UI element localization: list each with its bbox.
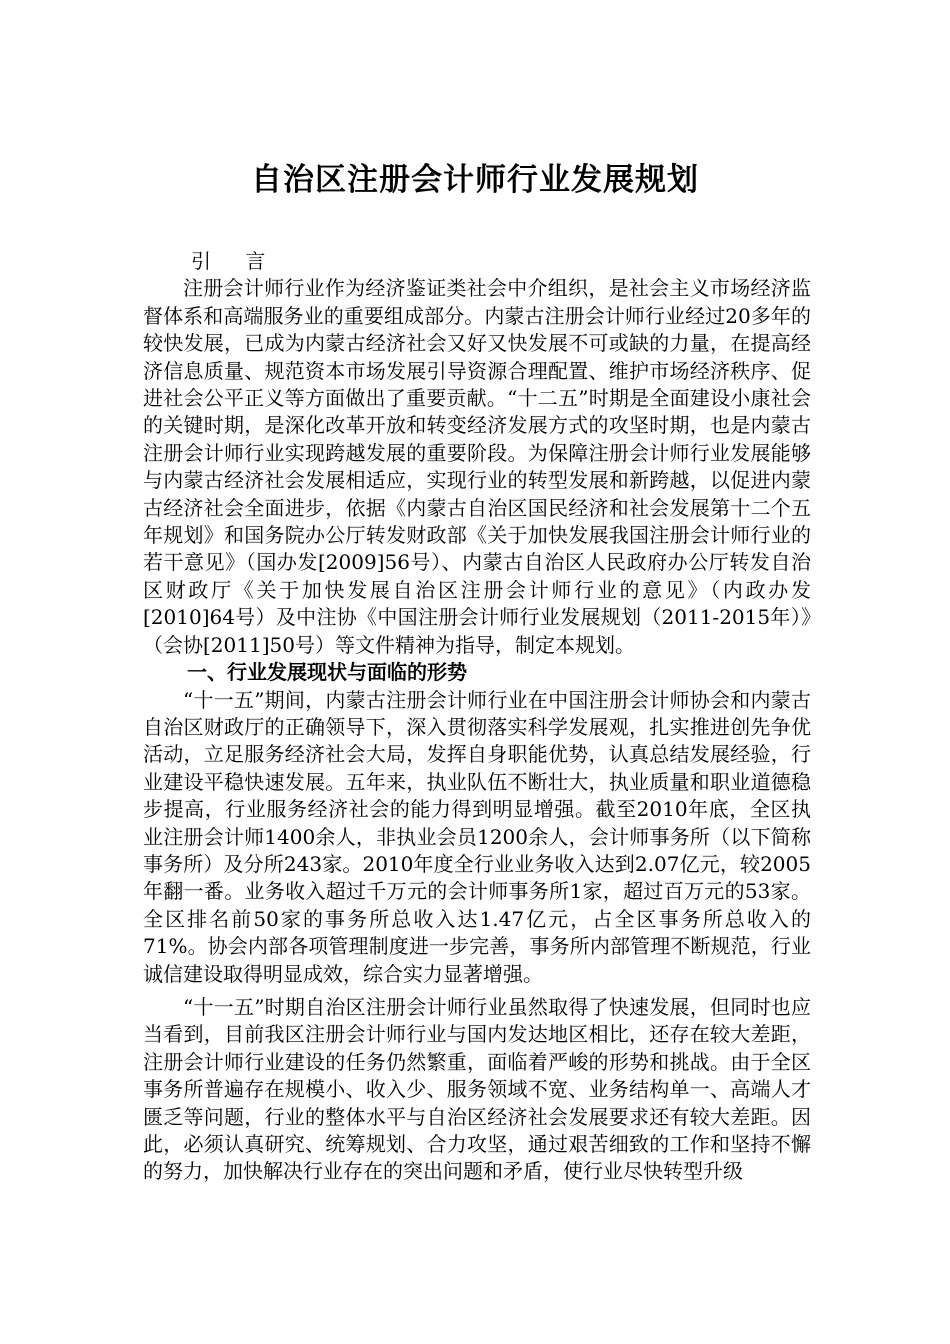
document-title: 自治区注册会计师行业发展规划	[251, 162, 699, 198]
section-1-paragraph-2: “十一五”时期自治区注册会计师行业虽然取得了快速发展，但同时也应当看到，目前我区注册会计师行业与国内发达地区相比，还存在较大差距，注册会计师行业建设的任务仍然繁重，面临着严峻的形势和挑战。由于全区事务所普遍存在规模小、收入少、服务领域不宽、业务结构单一、高端人才匮乏等问题，行业的整体水平与自治区经济社会发展要求还有较大差距。因此，必须认真研究、统筹规划、合力攻坚，通过艰苦细致的工作和坚持不懈的努力，加快解决行业存在的突出问题和矛盾，使行业尽快转型升级	[143, 994, 811, 1184]
section-1-paragraph-1: “十一五”期间，内蒙古注册会计师行业在中国注册会计师协会和内蒙古自治区财政厅的正确领导下，深入贯彻落实科学发展观，扎实推进创先争优活动，立足服务经济社会大局，发挥自身职能优势，认真总结发展经验，行业建设平稳快速发展。五年来，执业队伍不断壮大，执业质量和职业道德稳步提高，行业服务经济社会的能力得到明显增强。截至2010年底，全区执业注册会计师1400余人，非执业会员1200余人，会计师事务所（以下简称事务所）及分所243家。2010年度全行业业务收入达到2.07亿元，较2005年翻一番。业务收入超过千万元的会计师事务所1家，超过百万元的53家。全区排名前50家的事务所总收入达1.47亿元，占全区事务所总收入的71%。协会内部各项管理制度进一步完善，事务所内部管理不断规范，行业诚信建设取得明显成效，综合实力显著增强。	[143, 687, 811, 986]
intro-paragraph: 注册会计师行业作为经济鉴证类社会中介组织，是社会主义市场经济监督体系和高端服务业的重要组成部分。内蒙古注册会计师行业经过20多年的较快发展，已成为内蒙古经济社会又好又快发展不可或缺的力量，在提高经济信息质量、规范资本市场发展引导资源合理配置、维护市场经济秩序、促进社会公平正义等方面做出了重要贡献。“十二五”时期是全面建设小康社会的关键时期，是深化改革开放和转变经济发展方式的攻坚时期，也是内蒙古注册会计师行业实现跨越发展的重要阶段。为保障注册会计师行业发展能够与内蒙古经济社会发展相适应，实现行业的转型发展和新跨越，以促进内蒙古经济社会全面进步，依据《内蒙古自治区国民经济和社会发展第十二个五年规划》和国务院办公厅转发财政部《关于加快发展我国注册会计师行业的若干意见》（国办发[2009]56号）、内蒙古自治区人民政府办公厅转发自治区财政厅《关于加快发展自治区注册会计师行业的意见》（内政办发[2010]64号）及中注协《中国注册会计师行业发展规划（2011-2015年）》（会协[2011]50号）等文件精神为指导，制定本规划。	[143, 276, 811, 657]
intro-heading: 引 言	[191, 249, 280, 273]
document-body	[143, 248, 811, 1186]
section-1-heading: 一、行业发展现状与面临的形势	[187, 660, 467, 685]
